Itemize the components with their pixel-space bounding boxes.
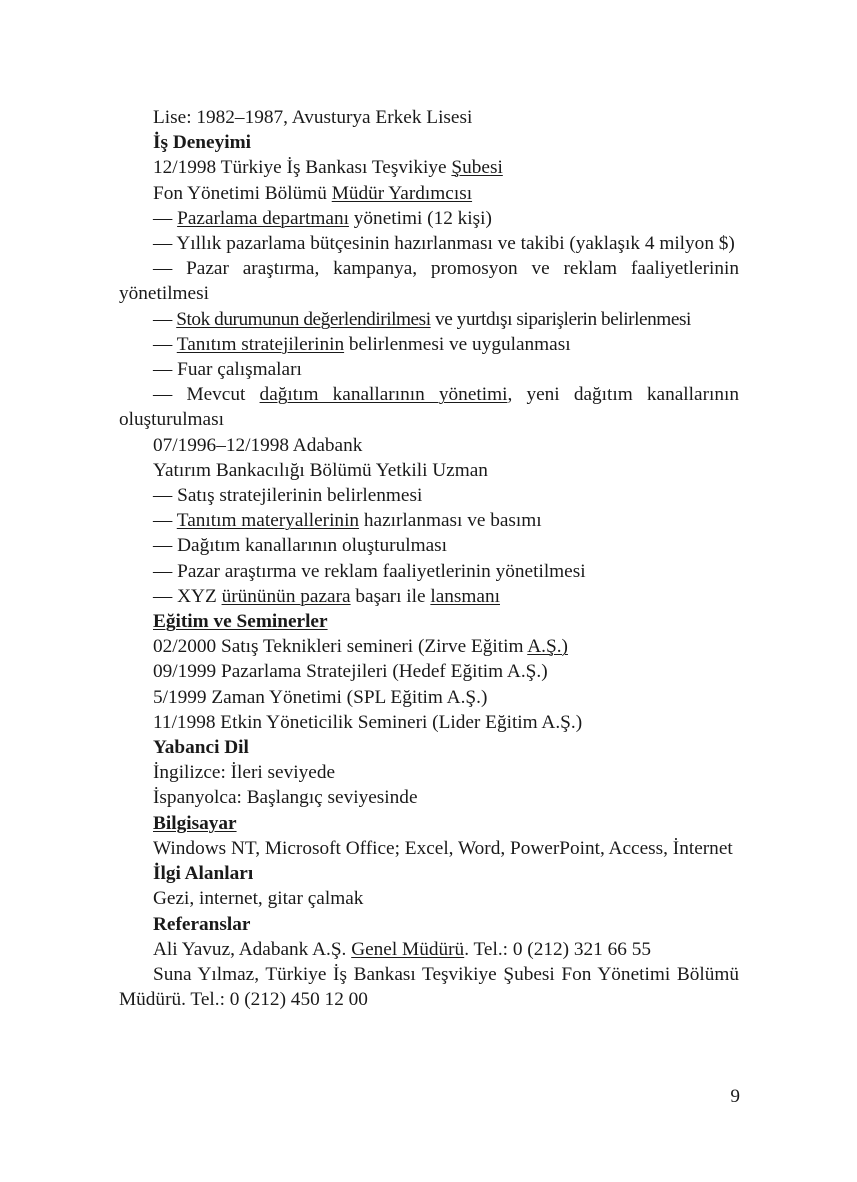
job2-duty-4: — Pazar araştırma ve reklam faaliyetlerinin yönetilmesi xyxy=(153,560,586,582)
reference-2: Suna Yılmaz, Türkiye İş Bankası Teşvikiye Şubesi Fon Yönetimi Bölümü Müdürü. Tel.: 0 (212) 450 12 00 xyxy=(119,963,739,1011)
job1-duty-1: — Pazarlama departmanı yönetimi (12 kişi) xyxy=(153,207,492,229)
language-2: İspanyolca: Başlangıç seviyesinde xyxy=(153,787,418,809)
seminar-4: 11/1998 Etkin Yöneticilik Semineri (Lider Eğitim A.Ş.) xyxy=(153,711,583,733)
work-experience-heading: İş Deneyimi xyxy=(153,132,252,154)
job1-duty-4: — Stok durumunun değerlendirilmesi ve yurtdışı siparişlerin belirlenmesi xyxy=(153,308,691,330)
job1-duty-3: — Pazar araştırma, kampanya, promosyon ve reklam faaliyetlerinin yönetilmesi xyxy=(119,258,739,305)
job2-duty-3: — Dağıtım kanallarının oluşturulması xyxy=(153,535,447,557)
seminar-3: 5/1999 Zaman Yönetimi (SPL Eğitim A.Ş.) xyxy=(153,686,488,708)
job1-duty-5: — Tanıtım stratejilerinin belirlenmesi ve uygulanması xyxy=(153,333,571,355)
computer-skills: Windows NT, Microsoft Office; Excel, Word, PowerPoint, Access, İnternet xyxy=(153,837,733,859)
references-heading: Referanslar xyxy=(153,913,251,935)
job1-duty-2: — Yıllık pazarlama bütçesinin hazırlanması ve takibi (yaklaşık 4 milyon $) xyxy=(153,233,735,255)
education-highschool-line: Lise: 1982–1987, Avusturya Erkek Lisesi xyxy=(153,107,473,128)
job2-title-line: Yatırım Bankacılığı Bölümü Yetkili Uzman xyxy=(153,459,488,481)
page-number: 9 xyxy=(730,1086,740,1107)
job2-duty-1: — Satış stratejilerinin belirlenmesi xyxy=(153,485,423,507)
job1-line: 12/1998 Türkiye İş Bankası Teşvikiye Şubesi xyxy=(153,157,503,179)
job2-line: 07/1996–12/1998 Adabank xyxy=(153,434,363,456)
reference-1: Ali Yavuz, Adabank A.Ş. Genel Müdürü. Tel.: 0 (212) 321 66 55 xyxy=(153,938,651,960)
job1-duty-7: — Mevcut dağıtım kanallarının yönetimi, yeni dağıtım kanallarının oluşturulması xyxy=(119,384,739,431)
job1-title-line: Fon Yönetimi Bölümü Müdür Yardımcısı xyxy=(153,182,473,204)
computer-heading: Bilgisayar xyxy=(153,812,237,834)
job2-duty-2: — Tanıtım materyallerinin hazırlanması ve basımı xyxy=(153,510,542,532)
foreign-language-heading: Yabanci Dil xyxy=(153,737,249,759)
seminar-2: 09/1999 Pazarlama Stratejileri (Hedef Eğitim A.Ş.) xyxy=(153,661,548,683)
job1-duty-6: — Fuar çalışmaları xyxy=(153,359,302,381)
interests-heading: İlgi Alanları xyxy=(153,863,254,885)
interests: Gezi, internet, gitar çalmak xyxy=(153,888,364,910)
training-heading: Eğitim ve Seminerler xyxy=(153,611,328,633)
cv-page-body xyxy=(119,105,739,1012)
job2-duty-5: — XYZ ürününün pazara başarı ile lansmanı xyxy=(153,585,500,607)
seminar-1: 02/2000 Satış Teknikleri semineri (Zirve Eğitim A.Ş.) xyxy=(153,636,568,658)
language-1: İngilizce: İleri seviyede xyxy=(153,762,336,784)
